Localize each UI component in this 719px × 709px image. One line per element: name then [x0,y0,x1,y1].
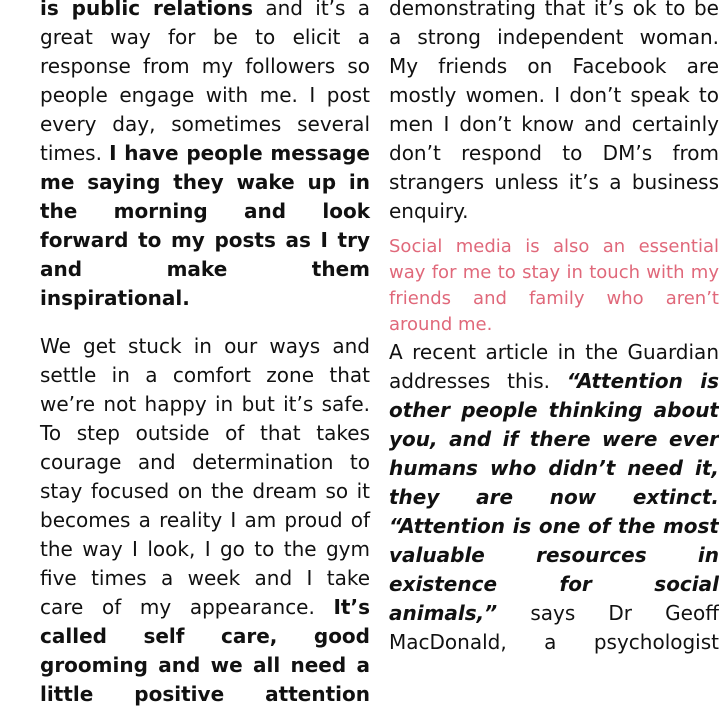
paragraph-text: A recent article in the Guardian addresses this. [389,340,719,393]
pull-quote: Social media is also an essential way for me to stay in touch with my friends and family who aren’t around me. [389,236,719,335]
bold-phrase: is public relations [40,0,254,20]
article-column-left [40,0,370,709]
paragraph-text: says Dr Geoff MacDonald, a psychologist [389,601,719,654]
paragraph-text: demonstrating that it’s ok to be a strong independent woman. My friends on Facebook are mostly women. I don’t speak to men I don’t know and certainly don’t respond to DM’s from strangers unless it’s a business enquiry. [389,0,719,223]
paragraph-text: and it’s a great way for be to elicit a response from my followers so people engage with me. I post every day, sometimes several times. [40,0,371,165]
paragraph-comfort-zone [40,332,370,709]
bold-phrase: I have people message me saying they wake up in the morning and look forward to my posts as I try and make them inspirational. [40,141,370,310]
article-column-right [389,0,719,657]
bold-italic-quote: “Attention is other people thinking about you, and if there were ever humans who didn’t need it, they are now extinct. “Attention is one of the most valuable resources in existence for social animals,” [389,369,719,625]
paragraph-public-relations [40,0,370,313]
paragraph-text: We get stuck in our ways and settle in a comfort zone that we’re not happy in but it’s safe. To step outside of that takes courage and determination to stay focused on the dream so it becomes a reality I am proud of the way I look, I go to the gym five times a week and I take care of my appearance. [40,334,370,619]
paragraph-independent-woman [389,0,719,226]
bold-phrase: It’s called self care, good grooming and we all need a little positive attention [40,595,370,706]
paragraph-guardian-article [389,338,719,657]
